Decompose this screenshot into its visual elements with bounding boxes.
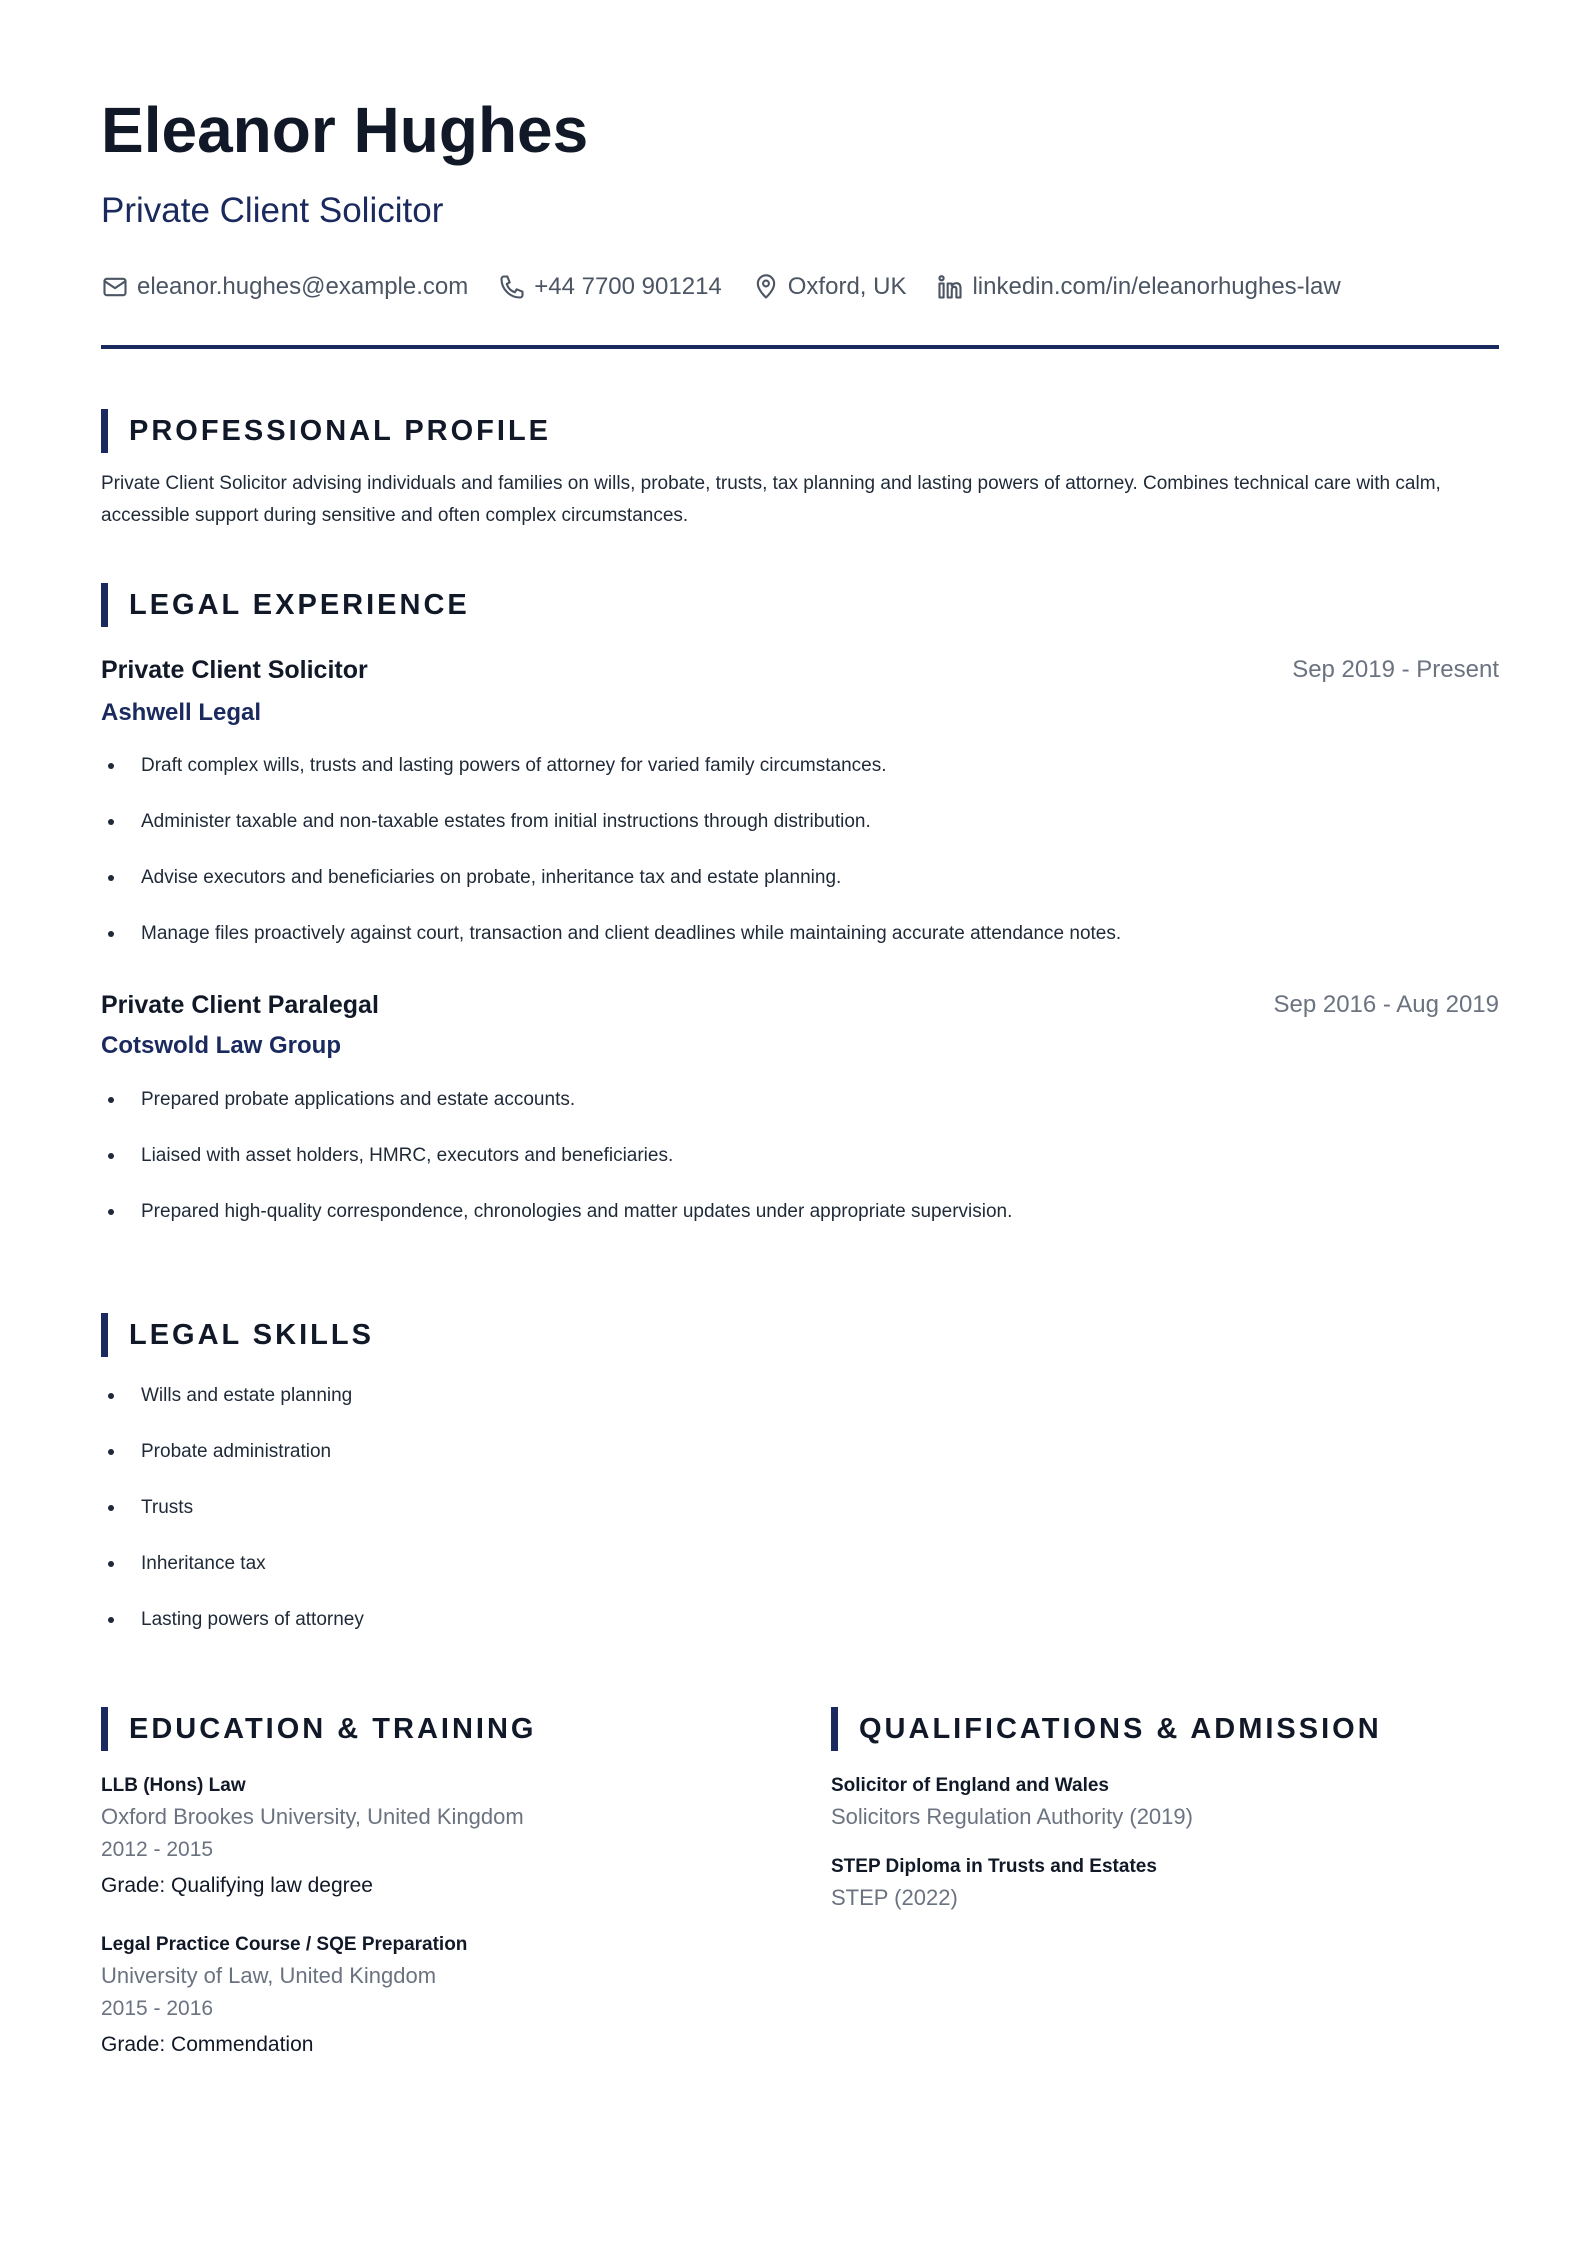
- section-title: EDUCATION & TRAINING: [129, 1712, 537, 1745]
- contact-phone[interactable]: [498, 270, 722, 304]
- email-text: eleanor.hughes@example.com: [137, 273, 469, 300]
- list-item: Manage files proactively against court, transaction and client deadlines while maintaining accurate attendance notes.: [101, 920, 1121, 976]
- education-institution: University of Law, United Kingdom: [101, 1963, 437, 1988]
- header-divider: [101, 345, 1499, 349]
- section-title: LEGAL EXPERIENCE: [129, 588, 470, 621]
- qualification-entry: [831, 1771, 1193, 1833]
- qualification-detail: STEP (2022): [831, 1885, 958, 1910]
- qualification-title: STEP Diploma in Trusts and Estates: [831, 1856, 1157, 1877]
- list-item: Liaised with asset holders, HMRC, executors and beneficiaries.: [101, 1142, 1012, 1198]
- phone-icon: [498, 273, 526, 301]
- education-section-heading: [101, 1707, 536, 1751]
- contact-location: [752, 270, 907, 304]
- section-accent-bar: [101, 583, 108, 627]
- job-company: Ashwell Legal: [101, 699, 262, 726]
- list-item: Inheritance tax: [101, 1550, 364, 1606]
- location-text: Oxford, UK: [787, 273, 907, 300]
- skills-list: [101, 1382, 364, 1662]
- section-accent-bar: [831, 1707, 838, 1751]
- list-item: Probate administration: [101, 1438, 364, 1494]
- education-grade: Grade: Commendation: [101, 2033, 314, 2056]
- section-title: QUALIFICATIONS & ADMISSION: [859, 1712, 1382, 1745]
- qualification-detail: Solicitors Regulation Authority (2019): [831, 1804, 1193, 1829]
- job-dates: Sep 2016 - Aug 2019: [1273, 991, 1499, 1018]
- job-title: Private Client Solicitor: [101, 656, 368, 684]
- section-accent-bar: [101, 1313, 108, 1357]
- section-accent-bar: [101, 1707, 108, 1751]
- education-dates: 2015 - 2016: [101, 1997, 214, 2020]
- education-dates: 2012 - 2015: [101, 1838, 214, 1861]
- mail-icon: [101, 273, 129, 301]
- section-title: LEGAL SKILLS: [129, 1318, 374, 1351]
- list-item: Administer taxable and non-taxable estates from initial instructions through distribution.: [101, 808, 1121, 864]
- phone-text: +44 7700 901214: [534, 273, 722, 300]
- list-item: Prepared high-quality correspondence, chronologies and matter updates under appropriate supervision.: [101, 1198, 1012, 1254]
- linkedin-icon: [936, 273, 964, 301]
- qualification-entry: [831, 1852, 1157, 1914]
- candidate-role: Private Client Solicitor: [101, 191, 444, 230]
- profile-section-heading: [101, 409, 551, 453]
- list-item: Advise executors and beneficiaries on probate, inheritance tax and estate planning.: [101, 864, 1121, 920]
- qualifications-section-heading: [831, 1707, 1382, 1751]
- job-title: Private Client Paralegal: [101, 991, 379, 1019]
- skills-section-heading: [101, 1313, 374, 1357]
- job-company: Cotswold Law Group: [101, 1032, 341, 1059]
- candidate-name: Eleanor Hughes: [101, 94, 589, 166]
- education-title: Legal Practice Course / SQE Preparation: [101, 1934, 468, 1955]
- section-accent-bar: [101, 409, 108, 453]
- contact-email[interactable]: [101, 270, 468, 304]
- job-dates: Sep 2019 - Present: [1292, 656, 1499, 683]
- education-entry: [101, 1930, 467, 2064]
- list-item: Draft complex wills, trusts and lasting powers of attorney for varied family circumstances.: [101, 752, 1121, 808]
- list-item: Prepared probate applications and estate accounts.: [101, 1086, 1012, 1142]
- education-grade: Grade: Qualifying law degree: [101, 1874, 373, 1897]
- list-item: Lasting powers of attorney: [101, 1606, 364, 1662]
- experience-section-heading: [101, 583, 470, 627]
- list-item: Trusts: [101, 1494, 364, 1550]
- map-pin-icon: [752, 273, 780, 301]
- job-bullets: [101, 752, 1121, 976]
- education-title: LLB (Hons) Law: [101, 1775, 246, 1796]
- linkedin-text: linkedin.com/in/eleanorhughes-law: [972, 273, 1341, 300]
- job-bullets: [101, 1086, 1012, 1254]
- contact-row: [101, 270, 1371, 304]
- list-item: Wills and estate planning: [101, 1382, 364, 1438]
- profile-text: Private Client Solicitor advising individuals and families on wills, probate, trusts, tax planning and lasting powers of attorney. Combines technical care with calm, accessible support during sensitive and often complex circumstances.: [101, 473, 1441, 526]
- education-entry: [101, 1771, 524, 1905]
- section-title: PROFESSIONAL PROFILE: [129, 414, 552, 447]
- contact-linkedin[interactable]: [936, 270, 1340, 304]
- education-institution: Oxford Brookes University, United Kingdom: [101, 1804, 524, 1829]
- qualification-title: Solicitor of England and Wales: [831, 1775, 1109, 1796]
